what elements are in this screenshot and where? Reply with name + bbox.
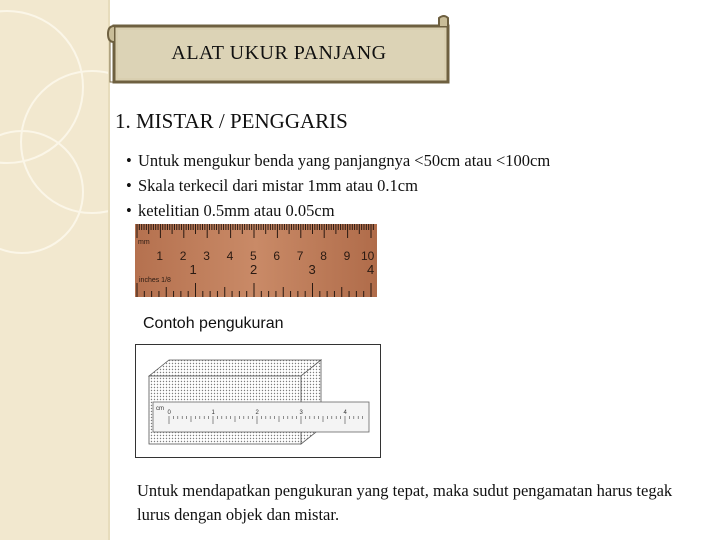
section-heading: 1. MISTAR / PENGGARIS xyxy=(115,109,348,133)
ruler-cm-number: 6 xyxy=(273,249,281,263)
slide-title: ALAT UKUR PANJANG xyxy=(171,42,387,64)
ruler-cm-number: 1 xyxy=(156,249,164,263)
decorative-side-panel xyxy=(0,0,108,540)
ruler-top-label: mm xyxy=(138,239,150,246)
ruler-cm-number: 2 xyxy=(179,249,187,263)
ruler-cm-number: 7 xyxy=(296,249,304,263)
title-scroll-banner xyxy=(104,14,454,86)
ruler-inch-number: 1 xyxy=(189,262,197,277)
ruler-cm-number: 8 xyxy=(320,249,327,263)
bullet-item xyxy=(126,148,550,173)
ruler-bottom-label: inches 1/8 xyxy=(139,277,171,284)
bullet-text: Skala terkecil dari mistar 1mm atau 0.1cm xyxy=(138,176,418,195)
diagram-unit-label: cm xyxy=(156,406,164,412)
ruler-inch-number: 4 xyxy=(367,262,375,277)
diagram-scale-number: 0 xyxy=(167,410,171,416)
bullet-text: Untuk mengukur benda yang panjangnya <50cm atau <100cm xyxy=(138,151,551,170)
bullet-dot-icon: • xyxy=(126,201,132,220)
ruler-cm-number: 3 xyxy=(203,249,210,263)
bullet-item xyxy=(126,173,550,198)
bullet-item xyxy=(126,198,550,223)
measurement-diagram xyxy=(135,344,381,458)
diagram-scale-number: 2 xyxy=(255,410,259,416)
diagram-scale-number: 4 xyxy=(343,410,347,416)
ruler-cm-number: 4 xyxy=(226,249,234,263)
example-caption: Contoh pengukuran xyxy=(143,315,284,332)
bullet-text: ketelitian 0.5mm atau 0.05cm xyxy=(138,201,335,220)
bullet-dot-icon: • xyxy=(126,176,132,195)
ruler-photo xyxy=(135,224,377,297)
diagram-scale-number: 1 xyxy=(211,410,215,416)
diagram-scale-number: 3 xyxy=(299,410,303,416)
ruler-cm-number: 9 xyxy=(343,249,351,263)
ruler-inch-number: 3 xyxy=(308,262,316,277)
ruler-cm-number: 5 xyxy=(250,249,257,263)
bullet-list xyxy=(126,148,550,223)
conclusion-text: Untuk mendapatkan pengukuran yang tepat, maka sudut pengamatan harus tegak lurus dengan objek dan mistar. xyxy=(137,481,673,524)
bullet-dot-icon: • xyxy=(126,151,132,170)
ruler-inch-number: 2 xyxy=(250,262,258,277)
block-top-face xyxy=(149,360,321,376)
ruler-cm-number: 10 xyxy=(361,249,375,263)
diagram-ruler xyxy=(153,402,369,432)
